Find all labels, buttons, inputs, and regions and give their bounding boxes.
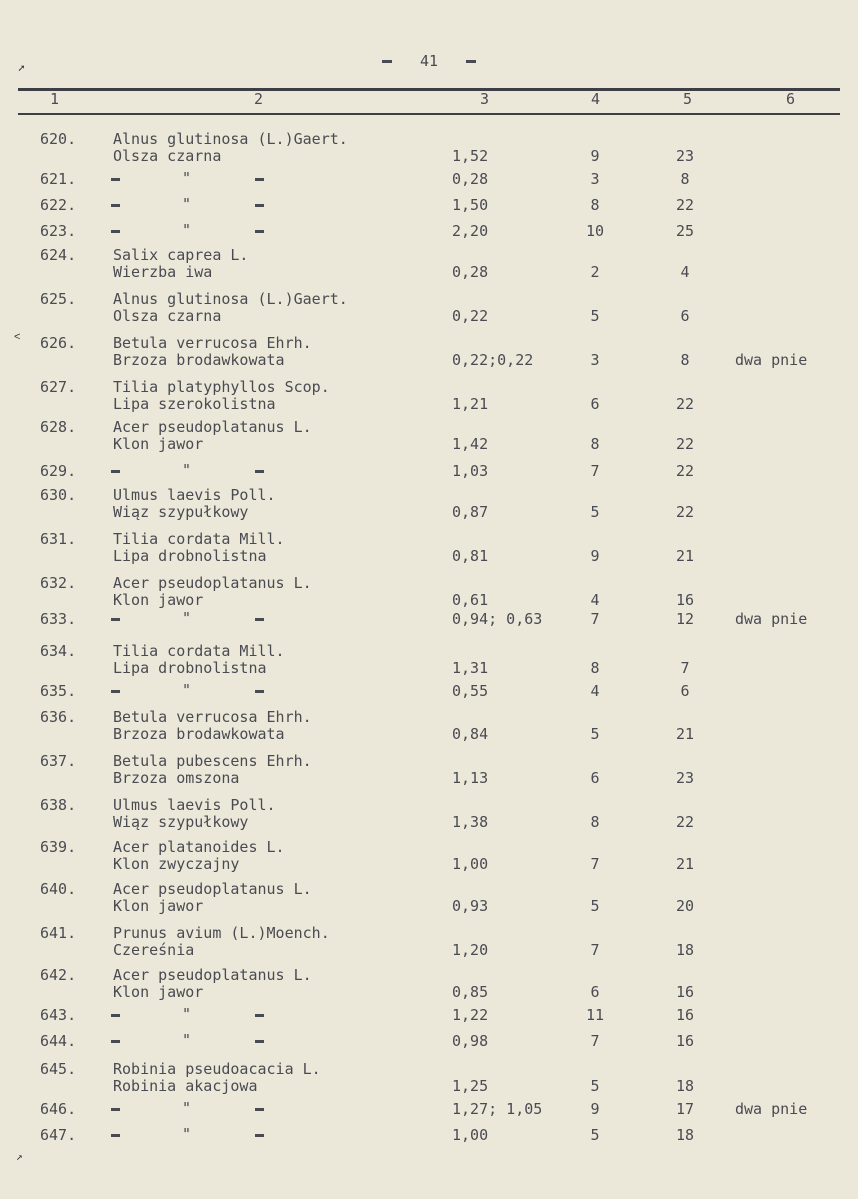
row-number: 627. [40, 378, 77, 396]
row-number: 643. [40, 1006, 77, 1024]
ditto-dash [255, 178, 264, 181]
species-polish-name: Brzoza omszona [113, 769, 240, 787]
ditto-dash [111, 230, 120, 233]
column-5-value: 16 [675, 1032, 695, 1050]
row-number: 626. [40, 334, 77, 352]
column-3-value: 0,81 [452, 547, 489, 565]
column-5-value: 21 [675, 855, 695, 873]
species-polish-name: Klon jawor [113, 983, 204, 1001]
column-3-value: 0,55 [452, 682, 489, 700]
species-polish-name: Wierzba iwa [113, 263, 213, 281]
species-polish-name: Klon jawor [113, 435, 204, 453]
table-row [0, 752, 858, 796]
column-5-value: 21 [675, 547, 695, 565]
column-4-value: 9 [590, 547, 600, 565]
table-row [0, 1126, 858, 1170]
table-row [0, 418, 858, 462]
column-3-value: 0,28 [452, 263, 489, 281]
row-number: 637. [40, 752, 77, 770]
column-5-value: 22 [675, 813, 695, 831]
column-3-value: 0,87 [452, 503, 489, 521]
column-3-value: 1,21 [452, 395, 489, 413]
species-polish-name: Lipa drobnolistna [113, 547, 267, 565]
column-5-value: 17 [675, 1100, 695, 1118]
column-5-value: 6 [680, 307, 690, 325]
column-3-value: 0,85 [452, 983, 489, 1001]
ditto-dash [255, 230, 264, 233]
column-5-value: 12 [675, 610, 695, 628]
row-number: 630. [40, 486, 77, 504]
column-4-value: 7 [590, 941, 600, 959]
column-4-value: 8 [590, 196, 600, 214]
species-latin-name: Salix caprea L. [113, 246, 249, 264]
table-row [0, 796, 858, 840]
column-4-value: 9 [590, 1100, 600, 1118]
column-5-value: 23 [675, 147, 695, 165]
column-4-value: 9 [590, 147, 600, 165]
column-header-3: 3 [480, 90, 490, 108]
column-5-value: 16 [675, 591, 695, 609]
row-number: 639. [40, 838, 77, 856]
column-header-2: 2 [254, 90, 264, 108]
column-3-value: 1,42 [452, 435, 489, 453]
column-3-value: 1,22 [452, 1006, 489, 1024]
column-4-value: 5 [590, 503, 600, 521]
column-6-remark: dwa pnie [735, 610, 808, 628]
species-latin-name: Prunus avium (L.)Moench. [113, 924, 330, 942]
ditto-dash [255, 1040, 264, 1043]
row-number: 632. [40, 574, 77, 592]
ditto-dash [111, 690, 120, 693]
ditto-dash [255, 690, 264, 693]
column-header-4: 4 [591, 90, 601, 108]
column-4-value: 7 [590, 462, 600, 480]
row-number: 634. [40, 642, 77, 660]
column-5-value: 25 [675, 222, 695, 240]
ditto-dash [111, 1134, 120, 1137]
column-3-value: 0,22 [452, 307, 489, 325]
species-polish-name: Klon jawor [113, 897, 204, 915]
ditto-quote: " [182, 1031, 192, 1049]
column-3-value: 1,52 [452, 147, 489, 165]
column-6-remark: dwa pnie [735, 351, 808, 369]
ditto-quote: " [182, 1099, 192, 1117]
row-number: 621. [40, 170, 77, 188]
ditto-dash [111, 1108, 120, 1111]
margin-mark: ↗ [16, 1150, 23, 1163]
column-5-value: 22 [675, 503, 695, 521]
row-number: 629. [40, 462, 77, 480]
column-5-value: 22 [675, 462, 695, 480]
margin-mark: ˂ [14, 330, 21, 343]
table-row [0, 334, 858, 378]
row-number: 644. [40, 1032, 77, 1050]
species-latin-name: Betula verrucosa Ehrh. [113, 334, 312, 352]
column-5-value: 8 [680, 351, 690, 369]
species-latin-name: Acer pseudoplatanus L. [113, 880, 312, 898]
ditto-quote: " [182, 461, 192, 479]
table-row [0, 246, 858, 290]
column-5-value: 20 [675, 897, 695, 915]
column-3-value: 1,00 [452, 1126, 489, 1144]
column-3-value: 0,98 [452, 1032, 489, 1050]
ditto-dash [255, 470, 264, 473]
table-row [0, 486, 858, 530]
column-5-value: 6 [680, 682, 690, 700]
column-4-value: 6 [590, 395, 600, 413]
ditto-dash [111, 1040, 120, 1043]
column-4-value: 8 [590, 435, 600, 453]
column-4-value: 4 [590, 591, 600, 609]
column-5-value: 22 [675, 196, 695, 214]
table-row [0, 1060, 858, 1104]
species-latin-name: Tilia platyphyllos Scop. [113, 378, 330, 396]
table-row [0, 880, 858, 924]
row-number: 638. [40, 796, 77, 814]
table-row [0, 838, 858, 882]
column-3-value: 0,22;0,22 [452, 351, 534, 369]
margin-mark: ➚ [18, 62, 25, 75]
row-number: 628. [40, 418, 77, 436]
column-3-value: 1,50 [452, 196, 489, 214]
ditto-dash [111, 178, 120, 181]
row-number: 642. [40, 966, 77, 984]
column-4-value: 5 [590, 897, 600, 915]
column-3-value: 1,25 [452, 1077, 489, 1095]
species-latin-name: Acer pseudoplatanus L. [113, 418, 312, 436]
column-5-value: 23 [675, 769, 695, 787]
ditto-quote: " [182, 169, 192, 187]
row-number: 623. [40, 222, 77, 240]
ditto-dash [255, 1108, 264, 1111]
species-polish-name: Lipa drobnolistna [113, 659, 267, 677]
column-4-value: 6 [590, 983, 600, 1001]
species-polish-name: Czereśnia [113, 941, 195, 959]
ditto-dash [111, 204, 120, 207]
row-number: 631. [40, 530, 77, 548]
column-5-value: 21 [675, 725, 695, 743]
column-6-remark: dwa pnie [735, 1100, 808, 1118]
species-polish-name: Klon zwyczajny [113, 855, 240, 873]
ditto-dash [111, 470, 120, 473]
species-polish-name: Klon jawor [113, 591, 204, 609]
species-polish-name: Wiąz szypułkowy [113, 503, 249, 521]
column-3-value: 0,84 [452, 725, 489, 743]
column-4-value: 7 [590, 855, 600, 873]
row-number: 645. [40, 1060, 77, 1078]
column-3-value: 1,27; 1,05 [452, 1100, 543, 1118]
table-row [0, 924, 858, 968]
column-4-value: 11 [585, 1006, 605, 1024]
ditto-quote: " [182, 681, 192, 699]
table-row [0, 966, 858, 1010]
ditto-quote: " [182, 1125, 192, 1143]
row-number: 624. [40, 246, 77, 264]
species-latin-name: Ulmus laevis Poll. [113, 796, 276, 814]
ditto-quote: " [182, 609, 192, 627]
species-latin-name: Acer pseudoplatanus L. [113, 574, 312, 592]
column-header-5: 5 [683, 90, 693, 108]
column-5-value: 7 [680, 659, 690, 677]
column-4-value: 4 [590, 682, 600, 700]
column-4-value: 3 [590, 170, 600, 188]
column-3-value: 1,00 [452, 855, 489, 873]
column-4-value: 7 [590, 610, 600, 628]
column-3-value: 0,28 [452, 170, 489, 188]
column-3-value: 1,31 [452, 659, 489, 677]
species-latin-name: Alnus glutinosa (L.)Gaert. [113, 290, 348, 308]
table-row [0, 642, 858, 686]
species-polish-name: Brzoza brodawkowata [113, 351, 285, 369]
species-latin-name: Tilia cordata Mill. [113, 642, 285, 660]
column-4-value: 10 [585, 222, 605, 240]
column-4-value: 5 [590, 1126, 600, 1144]
table-row [0, 290, 858, 334]
column-4-value: 8 [590, 813, 600, 831]
column-4-value: 5 [590, 307, 600, 325]
ditto-dash [111, 1014, 120, 1017]
ditto-dash [255, 618, 264, 621]
column-4-value: 7 [590, 1032, 600, 1050]
column-4-value: 3 [590, 351, 600, 369]
column-5-value: 18 [675, 1126, 695, 1144]
table-row [0, 378, 858, 422]
column-5-value: 18 [675, 941, 695, 959]
table-row [0, 530, 858, 574]
row-number: 641. [40, 924, 77, 942]
row-number: 640. [40, 880, 77, 898]
column-3-value: 2,20 [452, 222, 489, 240]
row-number: 646. [40, 1100, 77, 1118]
species-latin-name: Robinia pseudoacacia L. [113, 1060, 321, 1078]
ditto-dash [111, 618, 120, 621]
row-number: 633. [40, 610, 77, 628]
column-3-value: 0,94; 0,63 [452, 610, 543, 628]
column-5-value: 16 [675, 983, 695, 1001]
column-3-value: 1,20 [452, 941, 489, 959]
ditto-dash [255, 204, 264, 207]
species-latin-name: Acer platanoides L. [113, 838, 285, 856]
table-row [0, 130, 858, 174]
species-polish-name: Lipa szerokolistna [113, 395, 276, 413]
species-latin-name: Betula verrucosa Ehrh. [113, 708, 312, 726]
column-3-value: 1,38 [452, 813, 489, 831]
row-number: 636. [40, 708, 77, 726]
column-5-value: 22 [675, 435, 695, 453]
species-latin-name: Betula pubescens Ehrh. [113, 752, 312, 770]
species-polish-name: Olsza czarna [113, 307, 222, 325]
column-4-value: 6 [590, 769, 600, 787]
row-number: 647. [40, 1126, 77, 1144]
column-4-value: 2 [590, 263, 600, 281]
column-3-value: 1,03 [452, 462, 489, 480]
species-latin-name: Ulmus laevis Poll. [113, 486, 276, 504]
table-row [0, 708, 858, 752]
column-3-value: 0,61 [452, 591, 489, 609]
species-polish-name: Wiąz szypułkowy [113, 813, 249, 831]
column-5-value: 8 [680, 170, 690, 188]
species-latin-name: Acer pseudoplatanus L. [113, 966, 312, 984]
row-number: 620. [40, 130, 77, 148]
page-number-text: 41 [419, 52, 439, 70]
row-number: 622. [40, 196, 77, 214]
column-4-value: 5 [590, 1077, 600, 1095]
column-5-value: 18 [675, 1077, 695, 1095]
column-4-value: 5 [590, 725, 600, 743]
row-number: 635. [40, 682, 77, 700]
species-latin-name: Tilia cordata Mill. [113, 530, 285, 548]
ditto-dash [255, 1134, 264, 1137]
column-3-value: 1,13 [452, 769, 489, 787]
row-number: 625. [40, 290, 77, 308]
column-header-6: 6 [786, 90, 796, 108]
column-5-value: 4 [680, 263, 690, 281]
column-4-value: 8 [590, 659, 600, 677]
column-header-1: 1 [50, 90, 60, 108]
column-3-value: 0,93 [452, 897, 489, 915]
ditto-quote: " [182, 1005, 192, 1023]
species-polish-name: Robinia akacjowa [113, 1077, 258, 1095]
species-latin-name: Alnus glutinosa (L.)Gaert. [113, 130, 348, 148]
column-5-value: 16 [675, 1006, 695, 1024]
column-5-value: 22 [675, 395, 695, 413]
species-polish-name: Olsza czarna [113, 147, 222, 165]
ditto-quote: " [182, 195, 192, 213]
species-polish-name: Brzoza brodawkowata [113, 725, 285, 743]
ditto-dash [255, 1014, 264, 1017]
ditto-quote: " [182, 221, 192, 239]
